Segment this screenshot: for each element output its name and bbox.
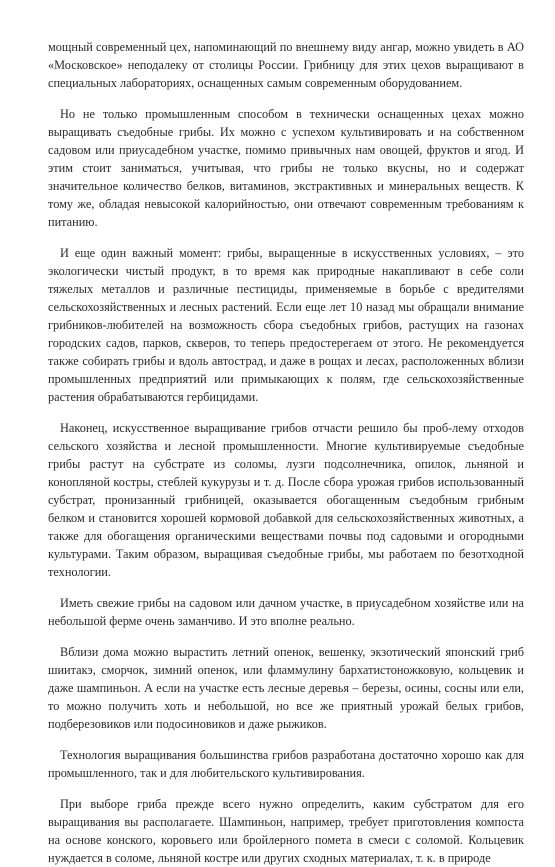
paragraph-2: Но не только промышленным способом в технически оснащенных цехах можно выращивать съедобные грибы. Их можно с успехом культивировать и на собственном садовом или приусадебном участке, помимо привычных нам овощей, фруктов и ягод. И этим стоит заниматься, учитывая, что грибы не только вкусны, но и содержат значительное количество белков, витаминов, экстрактивных и минеральных веществ. К тому же, обладая невысокой калорийностью, они отвечают современным требованиям к питанию.	[48, 107, 524, 229]
paragraph-3: И еще один важный момент: грибы, выращенные в искусственных условиях, – это экологически чистый продукт, в то время как природные накапливают в себе соли тяжелых металлов и различные пестициды, применяемые в борьбе с вредителями сельскохозяйственных и лесных растений. Если еще лет 10 назад мы обращали внимание грибников-любителей на возможность сбора съедобных грибов, растущих на газонах городских садов, парков, скверов, то теперь предостерегаем от этого. Не рекомендуется также собирать грибы и вдоль автострад, и даже в рощах и лесах, расположенных вблизи промышленных предприятий или примыкающих к полям, где сельскохозяйственные растения обрабатываются гербицидами.	[48, 246, 524, 404]
paragraph-8: При выборе гриба прежде всего нужно определить, каким субстратом для его выращивания вы располагаете. Шампиньон, например, требует приготовления компоста на основе конского, коровьего или бройлерного помета в смеси с соломой. Кольцевик нуждается в соломе, льняной костре или других сходных материалах, т. к. в природе	[48, 797, 524, 865]
paragraph-5: Иметь свежие грибы на садовом или дачном участке, в приусадебном хозяйстве или на небольшой ферме очень заманчиво. И это вполне реально.	[48, 596, 524, 628]
paragraph-4: Наконец, искусственное выращивание грибов отчасти решило бы проб-лему отходов сельского хозяйства и лесной промышленности. Многие культивируемые съедобные грибы растут на субстрате из соломы, лузги подсолнечника, опилок, льняной и конопляной костры, стеблей кукурузы и т. д. После сбора урожая грибов использованный субстрат, пронизанный грибницей, оказывается обогащенным съедобным грибным белком и становится хорошей кормовой добавкой для сельскохозяйственных животных, а также для обогащения органическими веществами почвы под садовыми и огородными культурами. Таким образом, выращивая съедобные грибы, мы работаем по безотходной технологии.	[48, 421, 524, 579]
paragraph-6: Вблизи дома можно вырастить летний опенок, вешенку, экзотический японский гриб шиитакэ, сморчок, зимний опенок, или фламмулину бархатистоножковую, кольцевик и даже шампиньон. А если на участке есть лесные деревья – березы, осины, сосны или ели, то можно получить хоть и небольшой, но все же приятный урожай белых грибов, подберезовиков или подосиновиков и даже рыжиков.	[48, 645, 524, 731]
paragraph-7: Технология выращивания большинства грибов разработана достаточно хорошо как для промышленного, так и для любительского культивирования.	[48, 748, 524, 780]
paragraph-1: мощный современный цех, напоминающий по внешнему виду ангар, можно увидеть в АО «Московское» неподалеку от столицы России. Грибницу для этих цехов выращивают в специальных лабораториях, оснащенных самым современным оборудованием.	[48, 40, 524, 90]
document-body	[48, 38, 524, 867]
